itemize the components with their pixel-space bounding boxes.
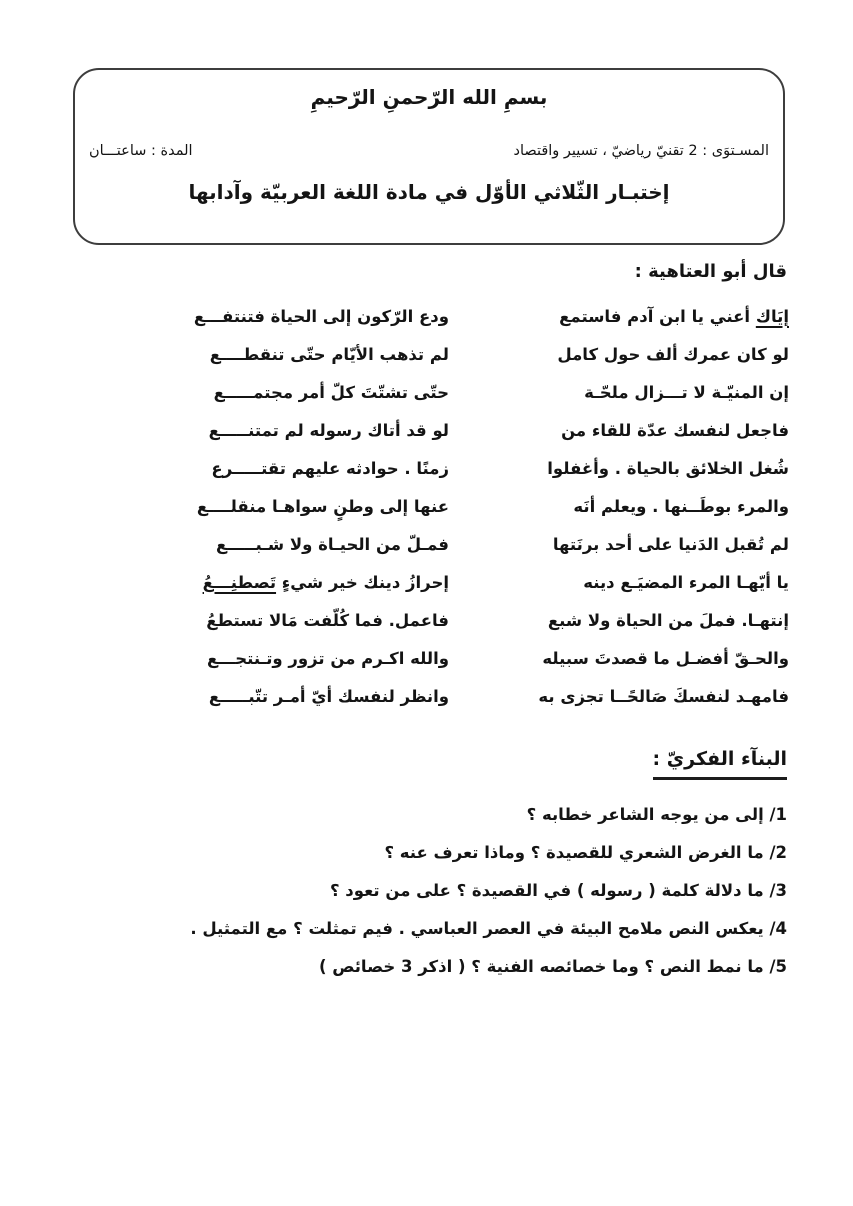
hemistich-first xyxy=(471,611,789,630)
hemistich-first xyxy=(471,573,789,592)
hemistich-second xyxy=(63,307,449,326)
verse-text: ودع الرّكون إلى الحياة فتنتفـــع xyxy=(193,306,449,326)
verse-text: حتّى تشتّتَ كلّ أمر مجتمـــــع xyxy=(213,382,449,402)
verse-row xyxy=(63,411,789,449)
verse-text: عنها إلى وطنٍ سواهـا منقلــــع xyxy=(196,496,449,516)
verse-text: والمرء بوطَــنها . ويعلم أنَه xyxy=(573,496,789,516)
hemistich-second xyxy=(63,535,449,554)
poem-intro: قال أبو العتاهية : xyxy=(634,261,787,282)
hemistich-first xyxy=(471,687,789,706)
verse-row xyxy=(63,373,789,411)
hemistich-second xyxy=(63,421,449,440)
questions-heading: البنآء الفكريّ : xyxy=(653,748,787,780)
verse-text: لم تُقبل الدَنيا على أحد برنَتها xyxy=(552,534,789,554)
basmala-text: بسمِ الله الرّحمنِ الرّحيمِ xyxy=(310,85,548,109)
hemistich-first xyxy=(471,459,789,478)
question-item: 4/ يعكس النص ملامح البيئة في العصر العباسي . فيم تمثلت ؟ مع التمثيل . xyxy=(190,919,787,938)
hemistich-first xyxy=(471,497,789,516)
verse-row xyxy=(63,601,789,639)
hemistich-second xyxy=(63,345,449,364)
hemistich-second xyxy=(63,497,449,516)
exam-title: إختبـار الثّلاثي الأوّل في مادة اللغة العربيّة وآدابها xyxy=(188,180,670,204)
header-box xyxy=(73,68,785,245)
verse-text: زمنًا . حوادثه عليهم تقتـــــرع xyxy=(211,458,449,478)
verse-underlined-word: إيَاك xyxy=(755,306,789,326)
verse-text: فاعمل. فما كُلّفت مَالا تستطعُ xyxy=(206,610,449,630)
verse-row xyxy=(63,449,789,487)
verse-row xyxy=(63,487,789,525)
verse-text: والحـقّ أفضـل ما قصدتَ سبيله xyxy=(542,648,789,668)
question-item: 3/ ما دلالة كلمة ( رسوله ) في القصيدة ؟ على من تعود ؟ xyxy=(329,881,787,900)
hemistich-second xyxy=(63,649,449,668)
verse-row xyxy=(63,677,789,715)
poem-table xyxy=(63,297,789,715)
verse-text: فامهـد لنفسكَ صَالحًــا تجزى به xyxy=(538,686,789,706)
questions-list xyxy=(67,796,787,986)
verse-text: إن المنيّـة لا تـــزال ملحّـة xyxy=(584,382,789,402)
question-item: 5/ ما نمط النص ؟ وما خصائصه الفنية ؟ ( اذكر 3 خصائص ) xyxy=(318,957,787,976)
hemistich-second xyxy=(63,573,449,592)
verse-text: والله اكـرم من تزور وتـنتجـــع xyxy=(207,648,449,668)
verse-text: إحرازُ دينك خير شيءٍ xyxy=(276,572,449,592)
verse-text: لو كان عمرك ألف حول كامل xyxy=(557,344,789,364)
hemistich-first xyxy=(471,535,789,554)
hemistich-first xyxy=(471,345,789,364)
verse-row xyxy=(63,525,789,563)
verse-row xyxy=(63,639,789,677)
questions-section xyxy=(67,748,787,986)
verse-text: لو قد أتاك رسوله لم تمتنـــــع xyxy=(208,420,449,440)
hemistich-first xyxy=(471,649,789,668)
question-item: 2/ ما الغرض الشعري للقصيدة ؟ وماذا تعرف عنه ؟ xyxy=(384,843,787,862)
verse-text: وانظر لنفسك أيّ أمـر تتّبـــــع xyxy=(208,686,449,706)
meta-row xyxy=(75,143,783,159)
hemistich-second xyxy=(63,611,449,630)
verse-text: يا أيّهـا المرء المضيَـع دينه xyxy=(583,572,789,592)
verse-text: أعني يا ابن آدم فاستمع xyxy=(559,306,756,326)
verse-text: شُغل الخلائق بالحياة . وأغفلوا xyxy=(547,458,789,478)
verse-underlined-word: تَصطنِـــعُ xyxy=(202,572,277,592)
hemistich-second xyxy=(63,687,449,706)
level-label: المسـتوَى : 2 تقنيّ رياضيّ ، تسيير واقتصاد xyxy=(513,143,769,159)
verse-text: فمـلّ من الحيـاة ولا شـبـــــع xyxy=(216,534,449,554)
verse-row xyxy=(63,563,789,601)
hemistich-second xyxy=(63,459,449,478)
verse-text: إنتهـا. فملَ من الحياة ولا شبع xyxy=(547,610,789,630)
verse-text: فاجعل لنفسك عدّة للقاء من xyxy=(561,420,789,440)
verse-row xyxy=(63,297,789,335)
hemistich-first xyxy=(471,383,789,402)
hemistich-second xyxy=(63,383,449,402)
question-item: 1/ إلى من يوجه الشاعر خطابه ؟ xyxy=(526,805,787,824)
hemistich-first xyxy=(471,307,789,326)
verse-row xyxy=(63,335,789,373)
verse-text: لم تذهب الأيّام حتّى تنقطــــع xyxy=(209,344,449,364)
duration-label: المدة : ساعتـــان xyxy=(89,143,193,159)
hemistich-first xyxy=(471,421,789,440)
